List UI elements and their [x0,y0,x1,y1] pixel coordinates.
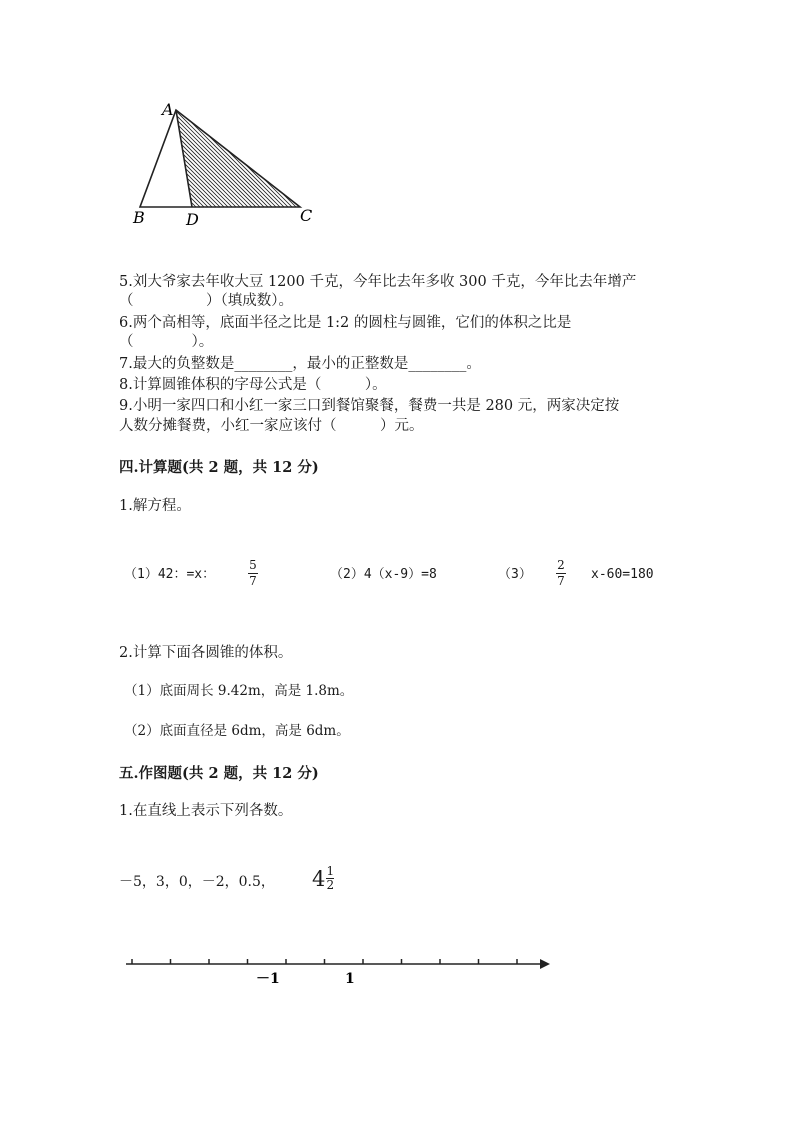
hatch-line [264,95,330,235]
hatch-line [316,95,330,235]
hatch-line [268,95,330,235]
question-8: 8.计算圆锥体积的字母公式是（ ）。 [119,377,387,393]
label-a: A [162,100,174,119]
label-c: C [300,206,313,225]
equation-2: （2）4（x-9）=8 [330,567,437,582]
hatch-line [320,95,330,235]
equation-3-prefix: （3） [498,567,532,582]
label-d: D [186,210,199,229]
hatch-line [312,95,330,235]
hatch-line [248,95,330,235]
fraction-denominator: 7 [249,574,257,588]
question-9-line-2: 人数分摊餐费，小红一家应该付（ ）元。 [119,418,424,434]
question-7: 7.最大的负整数是________，最小的正整数是________。 [119,356,481,372]
number-line [120,950,560,995]
hatch-line [240,95,330,235]
hatch-line [220,95,330,235]
hatch-line [236,95,330,235]
number-line-label-neg-one: －1 [256,971,280,987]
numbers-to-plot: －5，3，0，－2，0.5， [119,874,275,890]
hatch-line [180,95,320,235]
question-5-line-1: 5.刘大爷家去年收大豆 1200 千克，今年比去年多收 300 千克，今年比去年增产 [119,274,637,290]
number-line-label-one: 1 [345,971,355,987]
hatch-line [160,95,300,235]
triangle-figure [120,95,330,235]
shaded-region-adc [120,95,330,235]
section-5-title: 五.作图题(共 2 题，共 12 分) [119,765,319,782]
number-line-arrow [540,959,550,969]
hatch-line [228,95,330,235]
fraction-denominator: 7 [557,574,565,588]
equation-3-fraction [556,559,566,588]
section-4-q1-title: 1.解方程。 [119,498,191,514]
section-4-title: 四.计算题(共 2 题，共 12 分) [119,459,319,476]
mixed-number-whole: 4 [312,866,326,891]
hatch-line [328,95,330,235]
fraction-numerator: 1 [326,864,335,878]
mixed-number [312,866,334,891]
question-9-line-1: 9.小明一家四口和小红一家三口到餐馆聚餐，餐费一共是 280 元，两家决定按 [119,398,620,414]
equation-3-rest: x-60=180 [591,567,654,582]
label-b: B [133,208,145,227]
question-5-line-2: （ ）（填成数）。 [119,293,293,309]
hatch-line [252,95,330,235]
hatch-line [132,95,272,235]
hatch-line [260,95,330,235]
section-5-q1-title: 1.在直线上表示下列各数。 [119,803,293,819]
hatch-line [256,95,330,235]
hatch-line [244,95,330,235]
fraction-numerator: 2 [557,558,565,572]
hatch-line [224,95,330,235]
hatch-line [216,95,330,235]
hatch-line [140,95,280,235]
equation-1-fraction [248,559,258,588]
question-6-line-2: （ ）。 [119,334,214,350]
hatch-line [136,95,276,235]
fraction-denominator: 2 [326,878,335,892]
question-6-line-1: 6.两个高相等，底面半径之比是 1:2 的圆柱与圆锥，它们的体积之比是 [119,315,572,331]
hatch-line [324,95,330,235]
fraction-numerator: 5 [249,558,257,572]
mixed-number-fraction [326,866,334,891]
equation-1: （1）42：=x： [124,567,216,582]
section-4-q2-item-2: （2）底面直径是 6dm，高是 6dm。 [124,723,350,739]
section-4-q2-title: 2.计算下面各圆锥的体积。 [119,645,293,661]
section-4-q2-item-1: （1）底面周长 9.42m，高是 1.8m。 [124,683,354,699]
